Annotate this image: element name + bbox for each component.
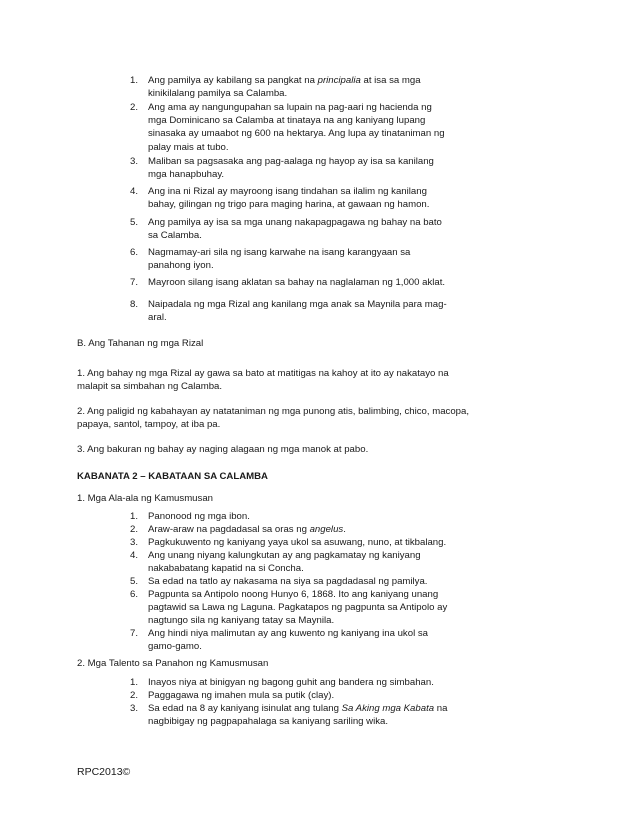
list-number: 2. [129, 690, 138, 701]
section-b-paragraph: 1. Ang bahay ng mga Rizal ay gawa sa bato at matitigas na kahoy at ito ay nakatayo na malapit sa simbahan ng Calamba. [77, 368, 449, 393]
list-number: 8. [129, 299, 138, 310]
list-item: Paggagawa ng imahen mula sa putik (clay). [148, 690, 335, 701]
list-item: Pagpunta sa Antipolo noong Hunyo 6, 1868. Ito ang kaniyang unang pagtawid sa Lawa ng Laguna. Pagkatapos ng pagpunta sa Antipolo ay nagtungo sila ng kaniyang tatay sa Maynila. [148, 589, 448, 627]
list-number: 2. [129, 524, 138, 535]
list-item: Sa edad na 8 ay kaniyang isinulat ang tulang Sa Aking mga Kabata na nagbibigay ng pagpapahalaga sa kaniyang sariling wika. [148, 703, 448, 728]
subheading: 2. Mga Talento sa Panahon ng Kamusmusan [77, 658, 269, 669]
section-b-paragraph: 2. Ang paligid ng kabahayan ay natataniman ng mga punong atis, balimbing, chico, macopa, papaya, santol, tampoy, at iba pa. [77, 406, 470, 431]
list-item: Panonood ng mga ibon. [148, 511, 250, 522]
chapter-heading: KABANATA 2 – KABATAAN SA CALAMBA [77, 471, 268, 482]
list-number: 4. [129, 550, 138, 561]
list-number: 1. [129, 75, 138, 86]
list-item: Ang unang niyang kalungkutan ay ang pagkamatay ng kaniyang nakababatang kapatid na si Concha. [148, 550, 421, 575]
list-number: 5. [129, 217, 138, 228]
list-number: 2. [129, 102, 138, 113]
list-number: 6. [129, 247, 138, 258]
list-item: Naipadala ng mga Rizal ang kanilang mga anak sa Maynila para mag-aral. [148, 299, 447, 324]
list-item: Sa edad na tatlo ay nakasama na siya sa pagdadasal ng pamilya. [148, 576, 428, 587]
list-number: 1. [129, 677, 138, 688]
list-number: 1. [129, 511, 138, 522]
section-b-paragraph: 3. Ang bakuran ng bahay ay naging alagaan ng mga manok at pabo. [77, 444, 369, 455]
list-item: Pagkukuwento ng kaniyang yaya ukol sa asuwang, nuno, at tikbalang. [148, 537, 447, 548]
list-number: 5. [129, 576, 138, 587]
list-item: Ang pamilya ay isa sa mga unang nakapagpagawa ng bahay na bato sa Calamba. [148, 217, 442, 242]
list-number: 7. [129, 277, 138, 288]
section-b-heading: B. Ang Tahanan ng mga Rizal [77, 338, 204, 349]
list-number: 3. [129, 156, 138, 167]
list-item: Inayos niya at binigyan ng bagong guhit ang bandera ng simbahan. [148, 677, 434, 688]
list-number: 4. [129, 186, 138, 197]
list-number: 3. [129, 703, 138, 714]
list-item: Ang pamilya ay kabilang sa pangkat na principalia at isa sa mga kinikilalang pamilya sa Calamba. [148, 75, 421, 100]
list-number: 7. [129, 628, 138, 639]
footer-copyright: RPC2013© [77, 766, 131, 778]
list-item: Araw-araw na pagdadasal sa oras ng angelus. [148, 524, 346, 535]
list-item: Ang hindi niya malimutan ay ang kuwento ng kaniyang ina ukol sa gamo-gamo. [148, 628, 428, 653]
list-item: Ang ama ay nangungupahan sa lupain na pag-aari ng hacienda ng mga Dominicano sa Calamba at tinataya na ang kaniyang lupang sinasaka ay umaabot ng 600 na hektarya. Ang lupa ay tinataniman ng palay mais at tubo. [148, 102, 445, 153]
list-number: 3. [129, 537, 138, 548]
subheading: 1. Mga Ala-ala ng Kamusmusan [77, 493, 213, 504]
list-item: Ang ina ni Rizal ay mayroong isang tindahan sa ilalim ng kanilang bahay, gilingan ng trigo para maging harina, at gawaan ng hamon. [148, 186, 430, 211]
list-item: Mayroon silang isang aklatan sa bahay na naglalaman ng 1,000 aklat. [148, 277, 446, 288]
list-item: Maliban sa pagsasaka ang pag-aalaga ng hayop ay isa sa kanilang mga hanapbuhay. [148, 156, 434, 181]
list-number: 6. [129, 589, 138, 600]
list-item: Nagmamay-ari sila ng isang karwahe na isang karangyaan sa panahong iyon. [148, 247, 411, 272]
